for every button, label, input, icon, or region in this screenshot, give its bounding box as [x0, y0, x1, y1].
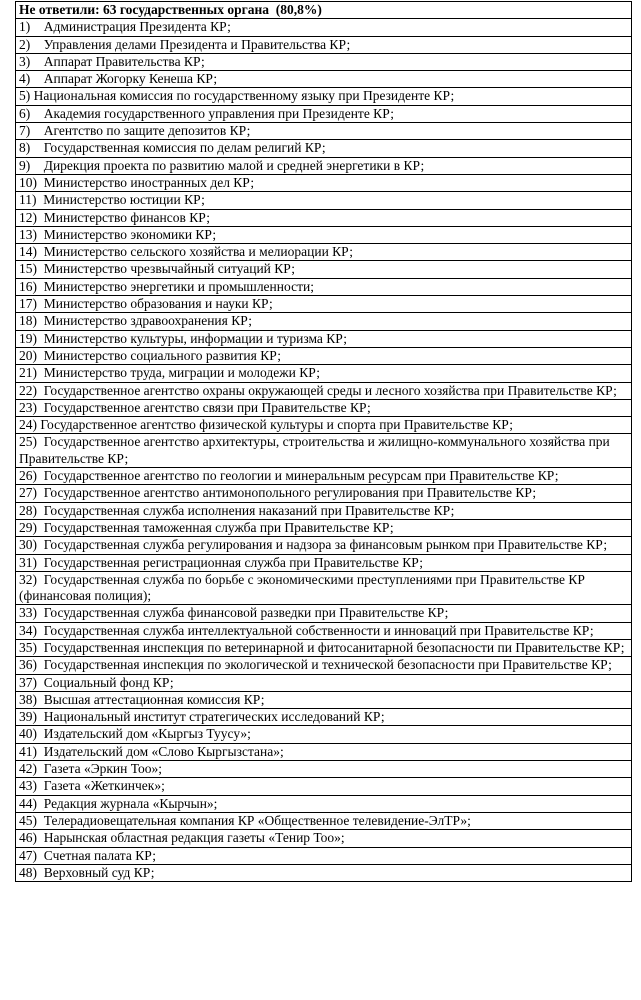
list-item: 26) Государственное агентство по геологии и минеральным ресурсам при Правительстве КР;: [16, 468, 632, 485]
table-row: [16, 244, 632, 261]
list-item: 6) Академия государственного управления при Президенте КР;: [16, 105, 632, 122]
table-body: [16, 2, 632, 882]
table-header-row: [16, 2, 632, 19]
list-item: 18) Министерство здравоохранения КР;: [16, 313, 632, 330]
list-item: 35) Государственная инспекция по ветеринарной и фитосанитарной безопасности пи Правительстве КР;: [16, 639, 632, 656]
list-item: 27) Государственное агентство антимонопольного регулирования при Правительстве КР;: [16, 485, 632, 502]
table-row: [16, 365, 632, 382]
list-item: 2) Управления делами Президента и Правительства КР;: [16, 36, 632, 53]
table-row: [16, 140, 632, 157]
list-item: 44) Редакция журнала «Кырчын»;: [16, 795, 632, 812]
list-item: 34) Государственная служба интеллектуальной собственности и инноваций при Правительстве КР;: [16, 622, 632, 639]
table-row: [16, 812, 632, 829]
list-item: 48) Верховный суд КР;: [16, 864, 632, 881]
table-row: [16, 209, 632, 226]
table-row: [16, 657, 632, 674]
table-row: [16, 19, 632, 36]
table-row: [16, 296, 632, 313]
table-row: [16, 123, 632, 140]
list-item: 29) Государственная таможенная служба при Правительстве КР;: [16, 519, 632, 536]
list-item: 15) Министерство чрезвычайный ситуаций КР;: [16, 261, 632, 278]
table-row: [16, 622, 632, 639]
table-row: [16, 157, 632, 174]
list-item: 13) Министерство экономики КР;: [16, 226, 632, 243]
list-item: 36) Государственная инспекция по экологической и технической безопасности при Правительстве КР;: [16, 657, 632, 674]
list-item: 3) Аппарат Правительства КР;: [16, 53, 632, 70]
list-item: 47) Счетная палата КР;: [16, 847, 632, 864]
table-row: [16, 313, 632, 330]
table-row: [16, 519, 632, 536]
list-item: 38) Высшая аттестационная комиссия КР;: [16, 691, 632, 708]
list-item: 46) Нарынская областная редакция газеты «Тенир Тоо»;: [16, 830, 632, 847]
list-item: 30) Государственная служба регулирования и надзора за финансовым рынком при Правительстве КР;: [16, 537, 632, 554]
table-row: [16, 605, 632, 622]
list-item: 4) Аппарат Жогорку Кенеша КР;: [16, 71, 632, 88]
table-row: [16, 571, 632, 605]
table-row: [16, 795, 632, 812]
list-item: 39) Национальный институт стратегических исследований КР;: [16, 709, 632, 726]
list-item: 8) Государственная комиссия по делам религий КР;: [16, 140, 632, 157]
list-item: 33) Государственная служба финансовой разведки при Правительстве КР;: [16, 605, 632, 622]
list-item: 42) Газета «Эркин Тоо»;: [16, 761, 632, 778]
table-row: [16, 174, 632, 191]
list-item: 45) Телерадиовещательная компания КР «Общественное телевидение-ЭлТР»;: [16, 812, 632, 829]
table-row: [16, 639, 632, 656]
table-row: [16, 709, 632, 726]
list-item: 22) Государственное агентство охраны окружающей среды и лесного хозяйства при Правительстве КР;: [16, 382, 632, 399]
table-row: [16, 434, 632, 468]
table-row: [16, 226, 632, 243]
table-row: [16, 88, 632, 105]
table-row: [16, 417, 632, 434]
list-item: 25) Государственное агентство архитектуры, строительства и жилищно-коммунального хозяйства при Правительстве КР;: [16, 434, 632, 468]
list-item: 41) Издательский дом «Слово Кыргызстана»;: [16, 743, 632, 760]
list-item: 43) Газета «Жеткинчек»;: [16, 778, 632, 795]
table-row: [16, 399, 632, 416]
table-row: [16, 691, 632, 708]
table-row: [16, 743, 632, 760]
list-item: 14) Министерство сельского хозяйства и мелиорации КР;: [16, 244, 632, 261]
list-item: 31) Государственная регистрационная служба при Правительстве КР;: [16, 554, 632, 571]
non-respondents-table: [15, 1, 632, 882]
list-item: 12) Министерство финансов КР;: [16, 209, 632, 226]
list-item: 32) Государственная служба по борьбе с экономическими преступлениями при Правительстве КР (финансовая полиция);: [16, 571, 632, 605]
table-row: [16, 53, 632, 70]
list-item: 9) Дирекция проекта по развитию малой и средней энергетики в КР;: [16, 157, 632, 174]
list-item: 37) Социальный фонд КР;: [16, 674, 632, 691]
table-row: [16, 830, 632, 847]
table-row: [16, 468, 632, 485]
table-row: [16, 485, 632, 502]
table-row: [16, 726, 632, 743]
table-row: [16, 537, 632, 554]
list-item: 24) Государственное агентство физической культуры и спорта при Правительстве КР;: [16, 417, 632, 434]
table-row: [16, 261, 632, 278]
table-row: [16, 278, 632, 295]
table-row: [16, 554, 632, 571]
list-item: 10) Министерство иностранных дел КР;: [16, 174, 632, 191]
list-item: 23) Государственное агентство связи при Правительстве КР;: [16, 399, 632, 416]
table-row: [16, 192, 632, 209]
document-page: [15, 1, 632, 882]
list-item: 1) Администрация Президента КР;: [16, 19, 632, 36]
list-item: 7) Агентство по защите депозитов КР;: [16, 123, 632, 140]
list-item: 16) Министерство энергетики и промышленности;: [16, 278, 632, 295]
table-row: [16, 71, 632, 88]
table-row: [16, 864, 632, 881]
table-header-cell: Не ответили: 63 государственных органа (80,8%): [16, 2, 632, 19]
table-row: [16, 105, 632, 122]
table-row: [16, 778, 632, 795]
list-item: 17) Министерство образования и науки КР;: [16, 296, 632, 313]
list-item: 28) Государственная служба исполнения наказаний при Правительстве КР;: [16, 502, 632, 519]
list-item: 20) Министерство социального развития КР;: [16, 347, 632, 364]
list-item: 5) Национальная комиссия по государственному языку при Президенте КР;: [16, 88, 632, 105]
table-row: [16, 382, 632, 399]
table-row: [16, 330, 632, 347]
table-row: [16, 502, 632, 519]
list-item: 40) Издательский дом «Кыргыз Туусу»;: [16, 726, 632, 743]
list-item: 19) Министерство культуры, информации и туризма КР;: [16, 330, 632, 347]
list-item: 21) Министерство труда, миграции и молодежи КР;: [16, 365, 632, 382]
table-row: [16, 674, 632, 691]
list-item: 11) Министерство юстиции КР;: [16, 192, 632, 209]
table-row: [16, 347, 632, 364]
table-row: [16, 761, 632, 778]
table-row: [16, 847, 632, 864]
table-row: [16, 36, 632, 53]
